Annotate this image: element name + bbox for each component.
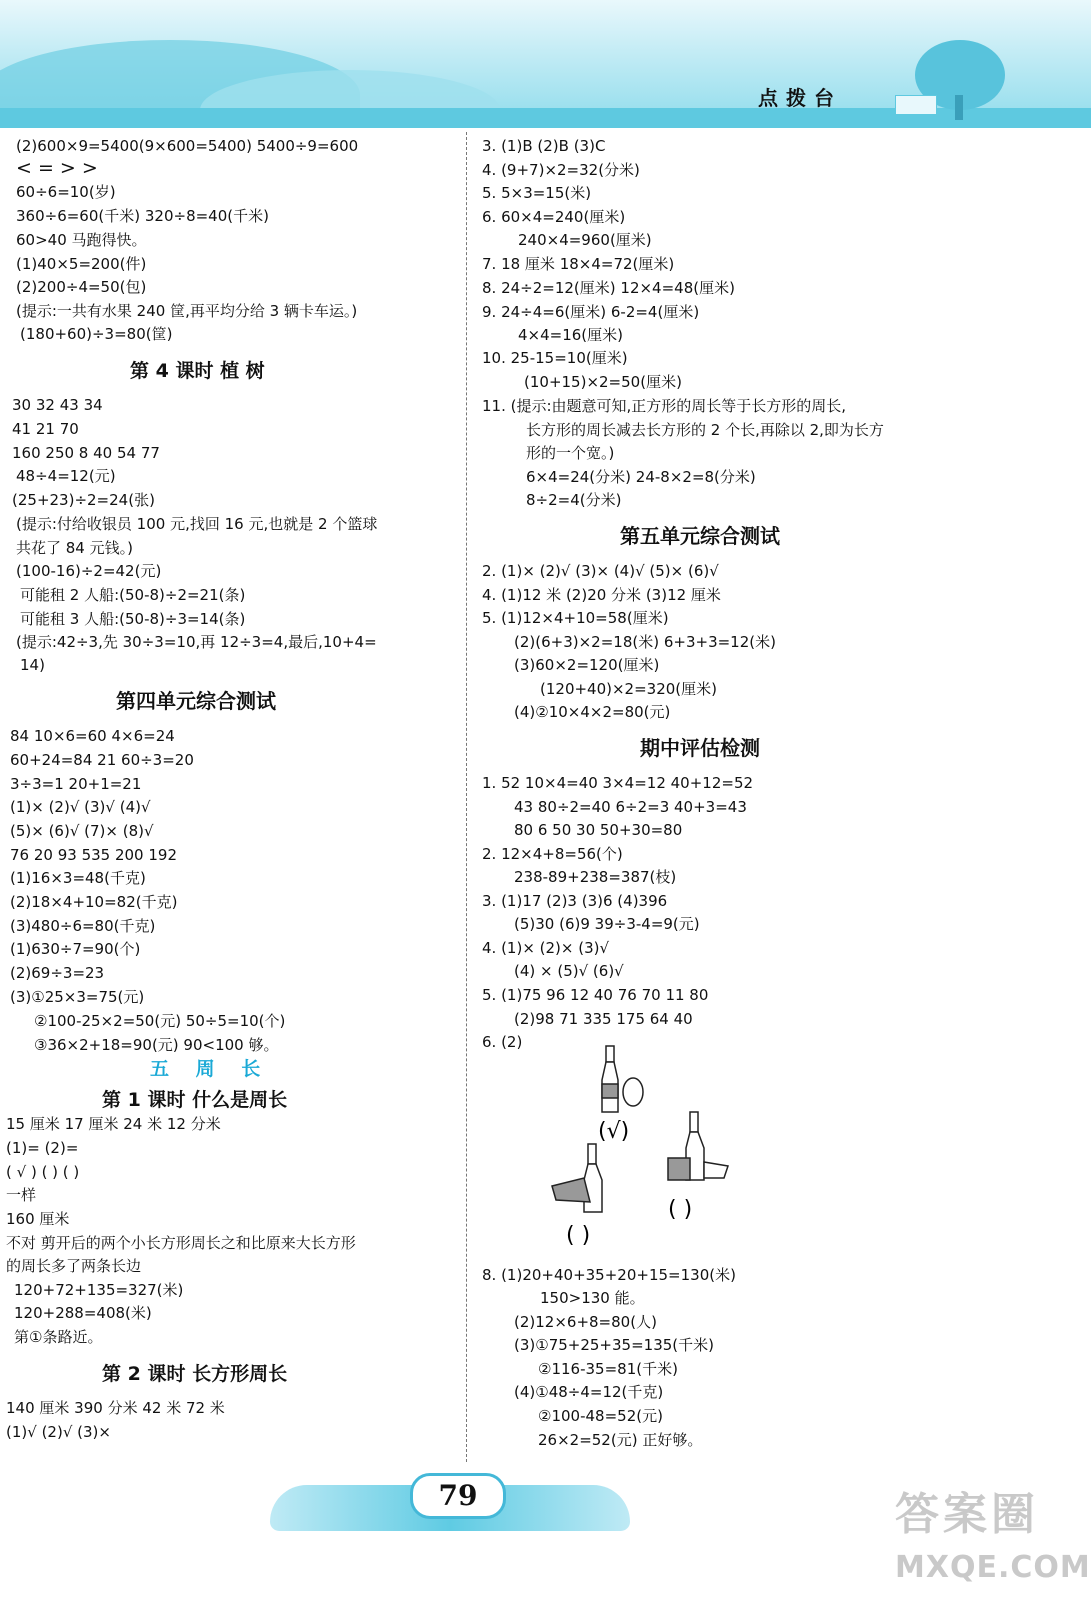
answer-line: 形的一个宽。) [526,444,615,462]
answer-line: 30 32 43 34 [12,396,103,414]
answer-line: (2)12×6+8=80(人) [514,1313,657,1331]
answer-line: 一样 [6,1186,37,1204]
answer-line: 84 10×6=60 4×6=24 [10,727,175,745]
answer-line: 80 6 50 30 50+30=80 [514,821,683,839]
section-heading: 第五单元综合测试 [620,524,780,548]
answer-line: (1)630÷7=90(个) [10,940,141,958]
answer-line: (1)16×3=48(千克) [10,869,146,887]
answer-line: (提示:付给收银员 100 元,找回 16 元,也就是 2 个篮球 [16,515,378,533]
unit-heading: 五 周 长 [150,1058,271,1080]
answer-line: 238-89+238=387(枝) [514,868,677,886]
answer-line: < = > > [16,157,98,179]
section-heading: 第 4 课时 植 树 [130,360,265,382]
answer-line: (3)①25×3=75(元) [10,988,145,1006]
answer-line: (提示:42÷3,先 30÷3=10,再 12÷3=4,最后,10+4= [16,633,377,651]
answer-line: 6. 60×4=240(厘米) [482,208,626,226]
answer-line: 9. 24÷4=6(厘米) 6-2=4(厘米) [482,303,700,321]
answer-line: (2)98 71 335 175 64 40 [514,1010,693,1028]
answer-line: 不对 剪开后的两个小长方形周长之和比原来大长方形 [6,1234,356,1252]
house-icon [895,95,937,115]
answer-line: 4. (1)12 米 (2)20 分米 (3)12 厘米 [482,586,721,604]
answer-line: 76 20 93 535 200 192 [10,846,177,864]
answer-line: (2)200÷4=50(包) [16,278,147,296]
answer-line: (1)√ (2)√ (3)× [6,1423,111,1441]
answer-line: 26×2=52(元) 正好够。 [538,1431,703,1449]
answer-line: 60>40 马跑得快。 [16,231,147,249]
answer-line: (提示:一共有水果 240 筐,再平均分给 3 辆卡车运。) [16,302,358,320]
answer-line: (2)69÷3=23 [10,964,105,982]
answer-line: (5)× (6)√ (7)× (8)√ [10,822,154,840]
figure-mark-2: ( ) [668,1197,693,1222]
answer-line: (3)①75+25+35=135(千米) [514,1336,714,1354]
header-title: 点拨台 [758,86,842,110]
answer-line: 2. 12×4+8=56(个) [482,845,623,863]
answer-line: 240×4=960(厘米) [518,231,652,249]
answer-line: 1. 52 10×4=40 3×4=12 40+12=52 [482,774,754,792]
answer-line: 120+288=408(米) [14,1304,152,1322]
section-heading: 第 2 课时 长方形周长 [102,1363,288,1385]
answer-line: 4. (1)× (2)× (3)√ [482,939,610,957]
answer-line: ②116-35=81(千米) [538,1360,678,1378]
answer-line: 5. (1)75 96 12 40 76 70 11 80 [482,986,709,1004]
answer-line: 3÷3=1 20+1=21 [10,775,142,793]
watermark-logo: 答案圈 [895,1489,1039,1540]
answer-line: (4)①48÷4=12(千克) [514,1383,664,1401]
answer-line: ②100-48=52(元) [538,1407,663,1425]
answer-line: 41 21 70 [12,420,79,438]
page-footer [270,1455,630,1535]
answer-line: 7. 18 厘米 18×4=72(厘米) [482,255,675,273]
watermark-url: MXQE.COM [895,1550,1091,1585]
answer-line: 3. (1)B (2)B (3)C [482,137,606,155]
answer-line: 长方形的周长减去长方形的 2 个长,再除以 2,即为长方 [526,421,884,439]
figure-mark-3: ( ) [566,1223,591,1248]
answer-line: (100-16)÷2=42(元) [16,562,162,580]
answer-line: (3)60×2=120(厘米) [514,656,660,674]
answer-line: 150>130 能。 [540,1289,645,1307]
answer-line: (5)30 (6)9 39÷3-4=9(元) [514,915,700,933]
answer-line: 5. (1)12×4+10=58(厘米) [482,609,669,627]
answer-line: 第①条路近。 [14,1328,103,1346]
answer-line: (2)600×9=5400(9×600=5400) 5400÷9=600 [16,137,359,155]
answer-line: 15 厘米 17 厘米 24 米 12 分米 [6,1115,221,1133]
answer-line: 14) [20,656,45,674]
answer-line: 140 厘米 390 分米 42 米 72 米 [6,1399,225,1417]
answer-line: (180+60)÷3=80(筐) [20,325,173,343]
answer-line: ( √ ) ( ) ( ) [6,1163,80,1181]
answer-line: (4)②10×4×2=80(元) [514,703,671,721]
watermark [895,1478,1091,1596]
tree-trunk [955,95,963,120]
answer-line: (25+23)÷2=24(张) [12,491,155,509]
answer-line: 10. 25-15=10(厘米) [482,349,628,367]
answer-line: 11. (提示:由题意可知,正方形的周长等于长方形的周长, [482,397,847,415]
answer-line: 160 厘米 [6,1210,70,1228]
answer-line: 4. (9+7)×2=32(分米) [482,161,640,179]
answer-line: 的周长多了两条长边 [6,1257,142,1275]
bottle-illustration [540,1040,760,1250]
answer-line: ③36×2+18=90(元) 90<100 够。 [34,1036,279,1054]
section-heading: 期中评估检测 [640,736,760,760]
answer-line: 48÷4=12(元) [16,467,116,485]
header-banner [0,0,1091,128]
answer-line: ②100-25×2=50(元) 50÷5=10(个) [34,1012,286,1030]
answer-line: 可能租 3 人船:(50-8)÷3=14(条) [20,610,246,628]
answer-line: (2)(6+3)×2=18(米) 6+3+3=12(米) [514,633,776,651]
bottle-view-figure [540,1040,760,1250]
section-heading: 第 1 课时 什么是周长 [102,1089,288,1111]
answer-line: 8÷2=4(分米) [526,491,622,509]
answer-line: (4) × (5)√ (6)√ [514,962,624,980]
answer-line: (3)480÷6=80(千克) [10,917,156,935]
answer-line: 4×4=16(厘米) [518,326,624,344]
answer-line: 6×4=24(分米) 24-8×2=8(分米) [526,468,756,486]
answer-line: (1)× (2)√ (3)√ (4)√ [10,798,151,816]
answer-line: 43 80÷2=40 6÷2=3 40+3=43 [514,798,747,816]
answer-line: (120+40)×2=320(厘米) [540,680,718,698]
section-heading: 第四单元综合测试 [116,689,276,713]
answer-line: (10+15)×2=50(厘米) [524,373,682,391]
answer-line: 160 250 8 40 54 77 [12,444,160,462]
answer-line: (1)40×5=200(件) [16,255,147,273]
answer-line: 共花了 84 元钱。) [16,539,133,557]
answer-line: 2. (1)× (2)√ (3)× (4)√ (5)× (6)√ [482,562,719,580]
figure-mark-1: (√) [598,1119,630,1144]
answer-line: 360÷6=60(千米) 320÷8=40(千米) [16,207,269,225]
answer-line: 5. 5×3=15(米) [482,184,592,202]
answer-line: 8. (1)20+40+35+20+15=130(米) [482,1266,736,1284]
answer-line: 60÷6=10(岁) [16,183,116,201]
answer-line: (1)= (2)= [6,1139,79,1157]
answer-line: 60+24=84 21 60÷3=20 [10,751,194,769]
page-number: 79 [410,1473,506,1519]
answer-line: 3. (1)17 (2)3 (3)6 (4)396 [482,892,668,910]
answer-line: 6. (2) [482,1033,523,1051]
answer-line: 可能租 2 人船:(50-8)÷2=21(条) [20,586,246,604]
answer-line: 8. 24÷2=12(厘米) 12×4=48(厘米) [482,279,735,297]
answer-line: 120+72+135=327(米) [14,1281,184,1299]
column-divider [466,132,467,1462]
answer-line: (2)18×4+10=82(千克) [10,893,178,911]
